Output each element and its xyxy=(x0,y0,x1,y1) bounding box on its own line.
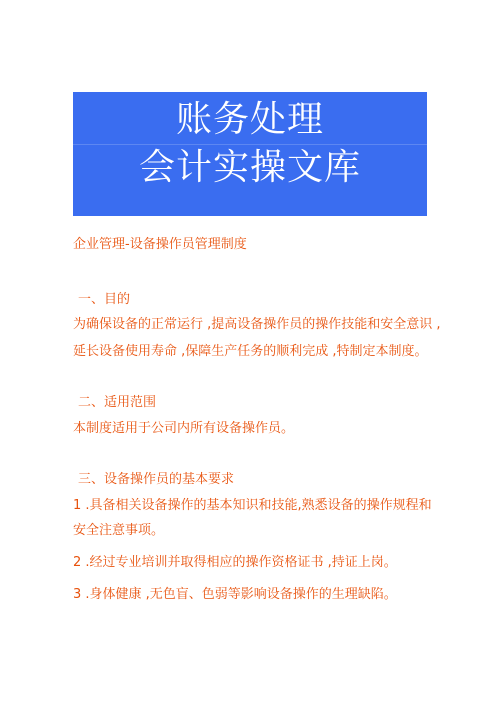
banner-divider xyxy=(73,144,427,145)
banner-title-line1: 账务处理 xyxy=(175,99,324,140)
section-heading-purpose: 一、目的 xyxy=(78,292,131,307)
paragraph-line: 本制度适用于公司内所有设备操作员。 xyxy=(73,421,295,436)
paragraph-line: 1 .具备相关设备操作的基本知识和技能,熟悉设备的操作规程和 xyxy=(73,498,432,513)
banner-title-line2: 会计实操文库 xyxy=(138,147,361,188)
paragraph-line: 延长设备使用寿命 ,保障生产任务的顺利完成 ,特制定本制度。 xyxy=(73,344,428,359)
paragraph-line: 为确保设备的正常运行 ,提高设备操作员的操作技能和安全意识 , xyxy=(73,317,441,332)
paragraph-line: 2 .经过专业培训并取得相应的操作资格证书 ,持证上岗。 xyxy=(73,555,397,570)
document-title: 企业管理-设备操作员管理制度 xyxy=(73,237,247,252)
section-heading-scope: 二、适用范围 xyxy=(78,395,157,410)
paragraph-line: 3 .身体健康 ,无色盲、色弱等影响设备操作的生理缺陷。 xyxy=(73,587,397,602)
paragraph-line: 安全注意事项。 xyxy=(73,523,165,538)
section-heading-requirements: 三、设备操作员的基本要求 xyxy=(78,472,235,487)
